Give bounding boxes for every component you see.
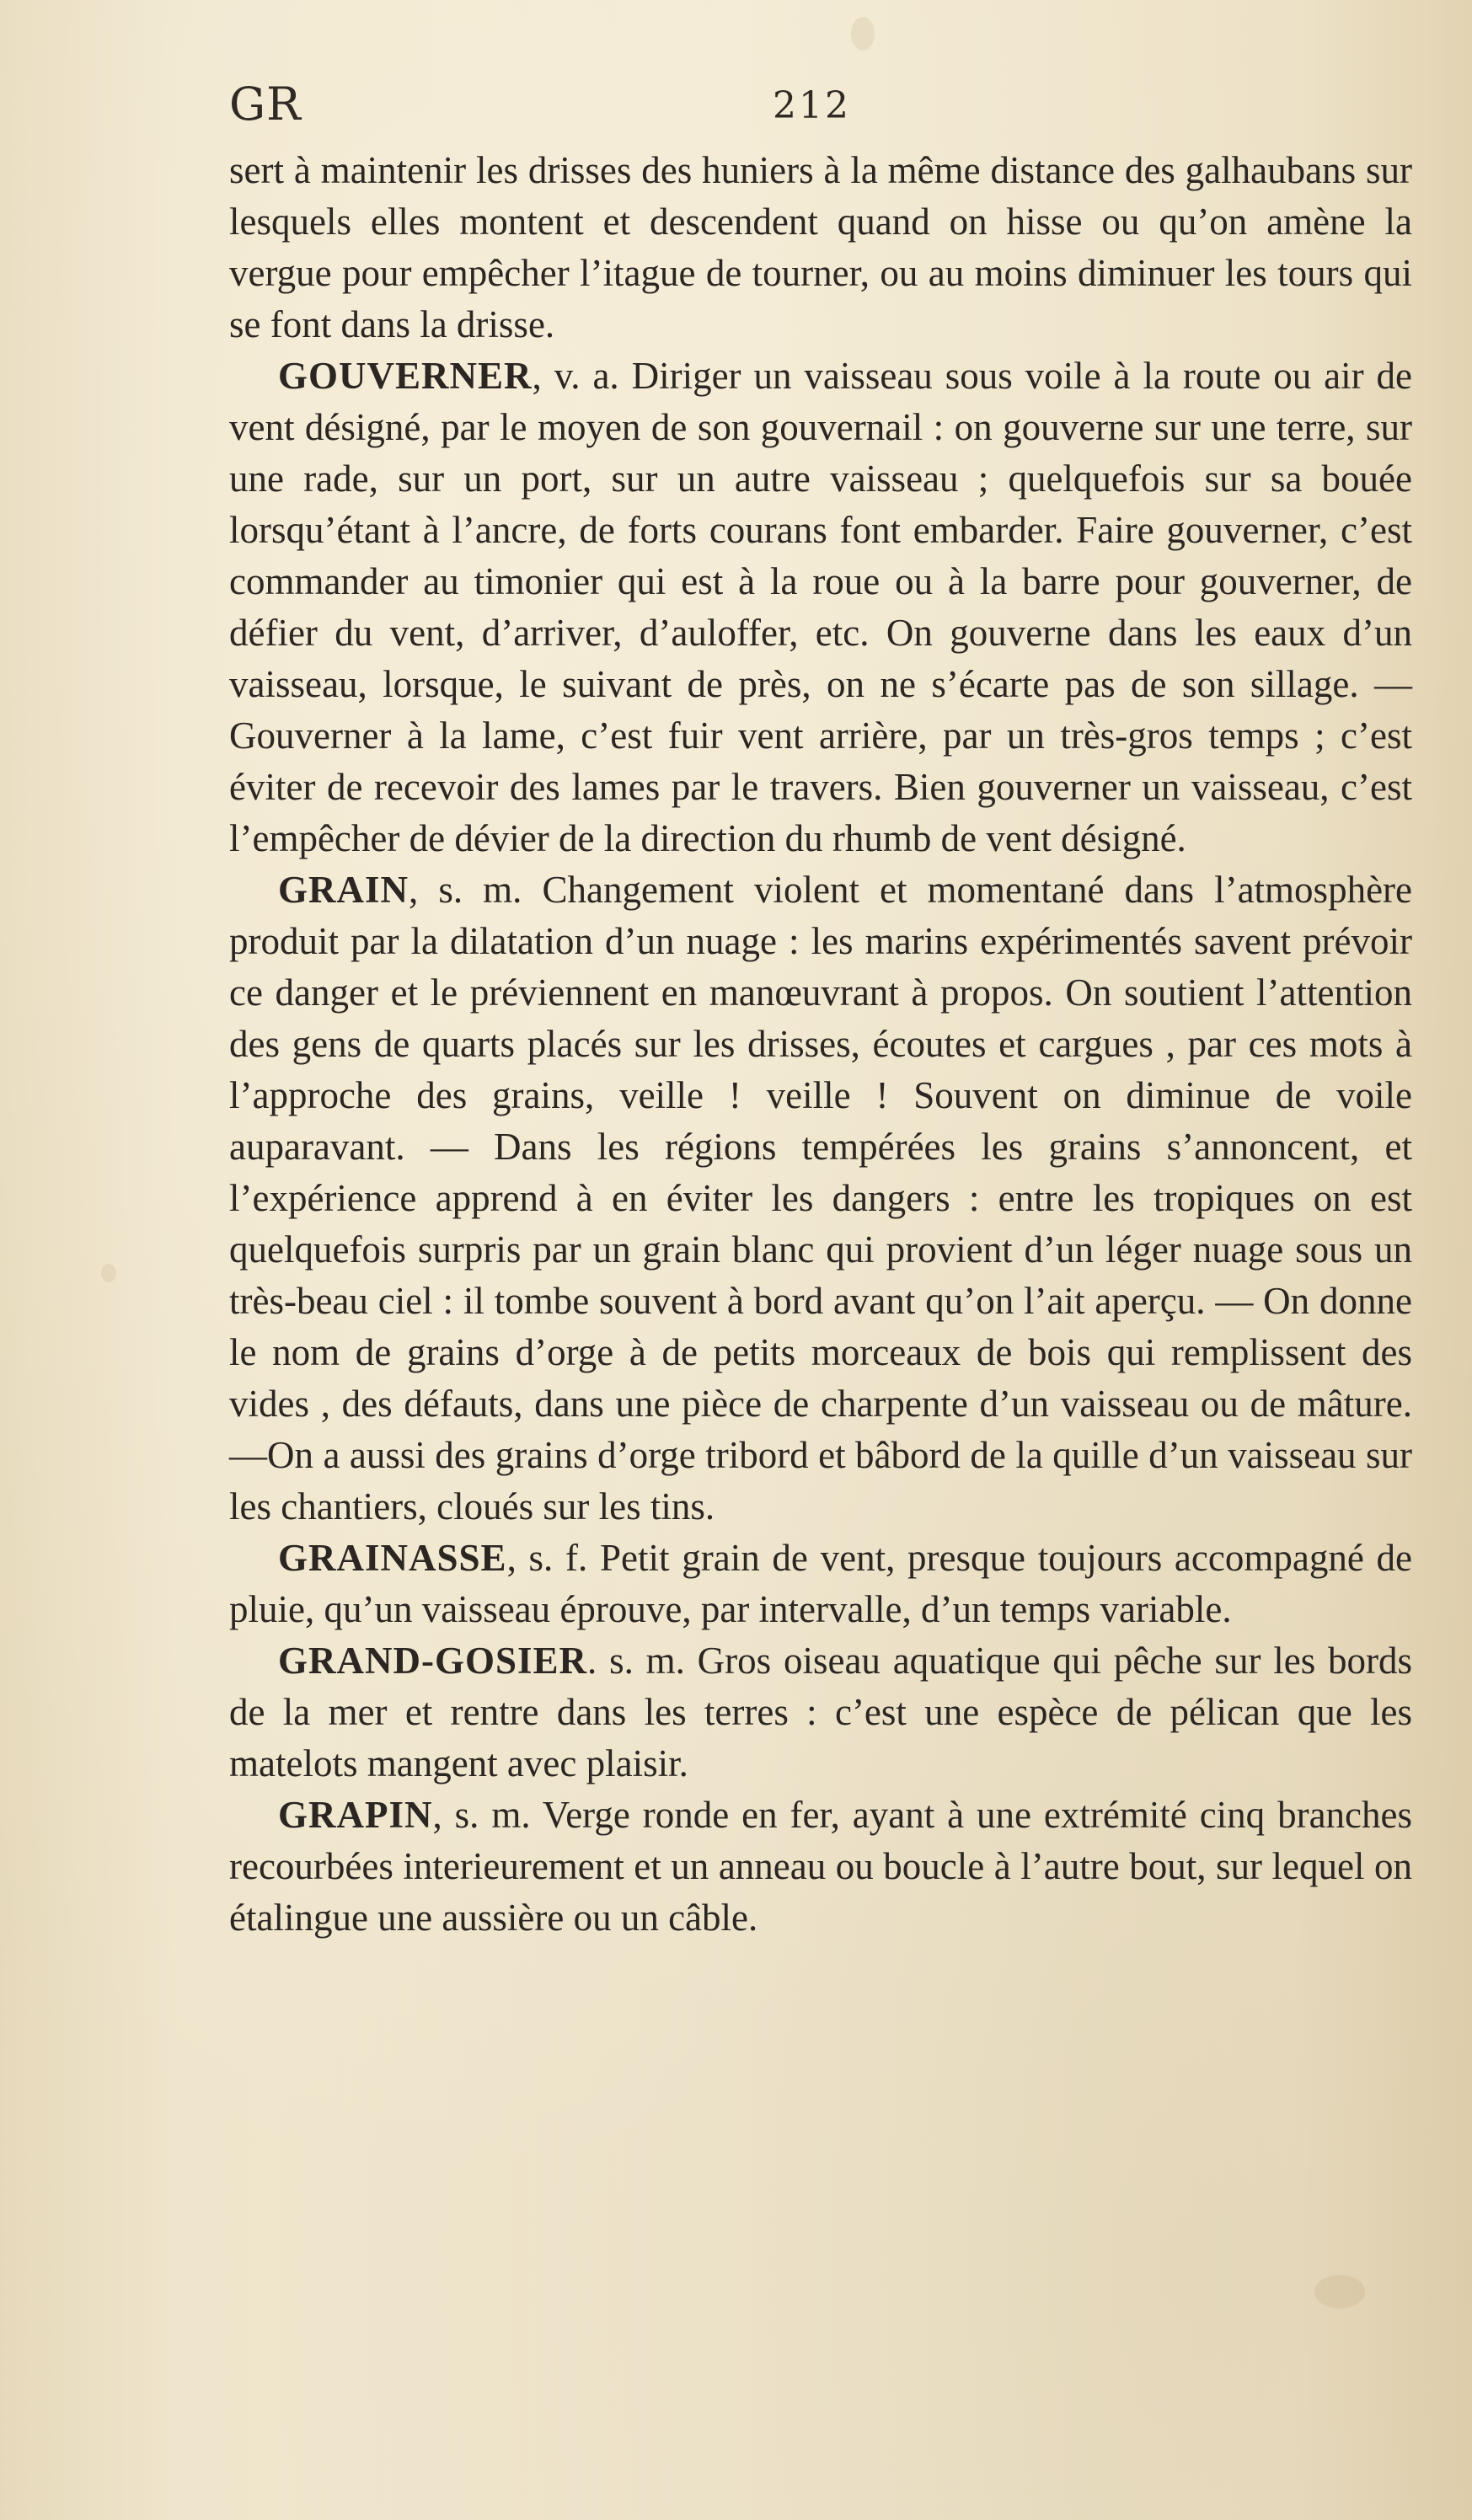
paper-stain bbox=[101, 1264, 116, 1282]
entry-definition: Gros oiseau aquatique qui pêche sur les bords de la mer et rentre dans les terres : c’est une espèce de pélican que les matelots mangent avec plaisir. bbox=[229, 1640, 1412, 1784]
entry-grainasse bbox=[229, 1533, 1412, 1635]
running-head: GR bbox=[229, 78, 302, 131]
entry-definition: Verge ronde en fer, ayant à une extrémité cinq branches recourbées interieurement et un anneau ou boucle à l’autre bout, sur lequel on étalingue une aussière ou un câble. bbox=[229, 1794, 1413, 1939]
continuation-paragraph bbox=[229, 145, 1412, 350]
entry-grammar: . s. m. bbox=[587, 1640, 685, 1682]
entry-headword: GRAND-GOSIER bbox=[278, 1640, 588, 1682]
continuation-text: sert à maintenir les drisses des huniers à la même distance des galhaubans sur lesquels elles montent et descendent quand on hisse ou qu’on amène la vergue pour empêcher l’itague de tourner, ou au moins diminuer les tours qui se font dans la drisse. bbox=[229, 149, 1412, 345]
paper-stain bbox=[1314, 2275, 1365, 2309]
entry-grammar: , v. a. bbox=[532, 355, 619, 397]
entry-grammar: , s. f. bbox=[506, 1537, 588, 1579]
entry-headword: GOUVERNER bbox=[278, 355, 533, 397]
page-number: 212 bbox=[773, 84, 851, 127]
dictionary-text bbox=[229, 145, 1412, 1944]
entry-headword: GRAIN bbox=[278, 869, 409, 911]
entry-gouverner bbox=[229, 350, 1412, 864]
entry-grapin bbox=[229, 1790, 1412, 1944]
entry-grammar: , s. m. bbox=[432, 1794, 531, 1836]
page-header bbox=[229, 78, 1426, 136]
entry-definition: Diriger un vaisseau sous voile à la route ou air de vent désigné, par le moyen de son gouvernail : on gouverne sur une terre, sur une rade, sur un port, sur un autre vaisseau ; quelquefois sur sa bouée lorsqu’étant à l’ancre, de forts courans font embarder. Faire gouverner, c’est commander au timonier qui est à la roue ou à la barre pour gouverner, de défier du vent, d’arriver, d’auloffer, etc. On gouverne dans les eaux d’un vaisseau, lorsque, le suivant de près, on ne s’écarte pas de son sillage. — Gouverner à la lame, c’est fuir vent arrière, par un très-gros temps ; c’est éviter de recevoir des lames par le travers. Bien gouverner un vaisseau, c’est l’empêcher de dévier de la direction du rhumb de vent désigné. bbox=[229, 355, 1412, 859]
entry-definition: Changement violent et momentané dans l’atmosphère produit par la dilatation d’un nuage : les marins expérimentés savent prévoir ce danger et le préviennent en manœuvrant à propos. On soutient l’attention des gens de quarts placés sur les drisses, écoutes et cargues , par ces mots à l’approche des grains, veille ! veille ! Souvent on diminue de voile auparavant. — Dans les régions tempérées les grains s’annoncent, et l’expérience apprend à en éviter les dangers : entre les tropiques on est quelquefois surpris par un grain blanc qui provient d’un léger nuage sous un très-beau ciel : il tombe souvent à bord avant qu’on l’ait aperçu. — On donne le nom de grains d’orge à de petits morceaux de bois qui remplissent des vides , des défauts, dans une pièce de charpente d’un vaisseau ou de mâture.—On a aussi des grains d’orge tribord et bâbord de la quille d’un vaisseau sur les chantiers, cloués sur les tins. bbox=[229, 869, 1412, 1528]
entry-grammar: , s. m. bbox=[409, 869, 522, 911]
paper-stain bbox=[851, 17, 875, 51]
entry-grain bbox=[229, 864, 1412, 1533]
entry-definition: Petit grain de vent, presque toujours accompagné de pluie, qu’un vaisseau éprouve, par intervalle, d’un temps variable. bbox=[229, 1537, 1412, 1630]
entry-headword: GRAPIN bbox=[278, 1794, 433, 1836]
entry-headword: GRAINASSE bbox=[278, 1537, 507, 1579]
entry-grand-gosier bbox=[229, 1635, 1412, 1790]
